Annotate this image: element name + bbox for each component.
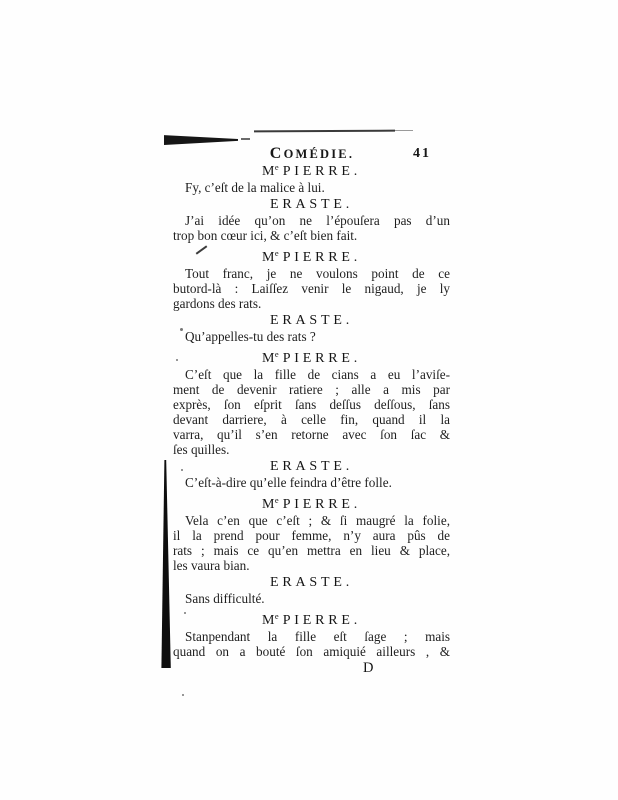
speaker-abbr: Me	[261, 495, 279, 512]
dialogue-line: Fy, c’eſt de la malice à lui.	[185, 180, 325, 195]
gutter-shadow-bar	[161, 460, 171, 668]
speaker-heading	[173, 492, 450, 513]
speaker-heading	[173, 608, 450, 629]
dialogue-line: quand on a bouté ſon amiquié ailleurs , &	[173, 644, 450, 659]
speaker-heading	[173, 346, 450, 367]
running-head: COMÉDIE.	[269, 145, 355, 162]
dialogue-line: ment de devenir ratiere ; alle a mis par	[173, 382, 450, 397]
speaker-abbr-superscript: e	[274, 248, 279, 258]
speaker-name: ERASTE.	[270, 575, 353, 590]
speaker-heading	[173, 575, 450, 591]
speaker-abbr: Me	[261, 349, 279, 366]
speaker-abbr-superscript: e	[274, 611, 279, 621]
top-rule-line	[254, 130, 395, 133]
ink-speck	[182, 694, 184, 696]
speaker-abbr: Me	[261, 162, 279, 179]
speaker-heading	[173, 459, 450, 475]
dialogue-line: rats ; mais ce qu’en mettra en lieu & place,	[173, 543, 450, 558]
speaker-name: PIERRE.	[282, 250, 362, 265]
top-rule-wedge	[164, 133, 238, 145]
top-rule-dash	[241, 138, 250, 140]
page-number: 41	[413, 146, 431, 161]
dialogue	[173, 157, 450, 676]
dialogue-line: exprès, ſon eſprit ſans deſſus deſſous, ſans	[173, 397, 450, 412]
dialogue-line: butord-là : Laiſſez venir le nigaud, je ly	[173, 281, 450, 296]
speaker-name: PIERRE.	[282, 351, 362, 366]
dialogue-line: C’eſt que la fille de cians a eu l’aviſe-	[185, 367, 450, 382]
speaker-name: PIERRE.	[282, 613, 362, 628]
dialogue-line: C’eſt-à-dire qu’elle feindra d’être folle.	[185, 475, 392, 490]
dialogue-line: trop bon cœur ici, & c’eſt bien fait.	[173, 228, 358, 243]
speaker-name: PIERRE.	[282, 164, 362, 179]
dialogue-line: Stanpendant la fille eſt ſage ; mais	[185, 629, 450, 644]
dialogue-line: Qu’appelles-tu des rats ?	[185, 329, 316, 344]
dialogue-line: varra, qu’il s’en retorne avec ſon ſac &	[173, 427, 450, 442]
speaker-abbr: Me	[261, 611, 279, 628]
dialogue-line: J’ai idée qu’on ne l’épouſera pas d’un	[185, 213, 450, 228]
dialogue-line: gardons des rats.	[173, 296, 262, 311]
speaker-abbr: Me	[261, 248, 279, 265]
signature-mark: D	[363, 660, 374, 676]
dialogue-line: Sans difficulté.	[185, 591, 265, 606]
dialogue-line: devant darriere, à celle fin, quand il la	[173, 412, 450, 427]
dialogue-line: les vaura bian.	[173, 558, 250, 573]
dialogue-line: Tout franc, je ne voulons point de ce	[185, 266, 450, 281]
dialogue-line: il la prend pour femme, n’y aura pûs de	[173, 528, 450, 543]
speaker-abbr-superscript: e	[274, 349, 279, 359]
speaker-name: ERASTE.	[270, 197, 353, 212]
speaker-name: PIERRE.	[282, 497, 362, 512]
speaker-name: ERASTE.	[270, 459, 353, 474]
speaker-name: ERASTE.	[270, 313, 353, 328]
speaker-heading	[173, 245, 450, 266]
dialogue-line: ſes quilles.	[173, 442, 230, 457]
top-rule-line-faint	[395, 130, 413, 131]
speaker-abbr-superscript: e	[274, 162, 279, 172]
speaker-heading	[173, 313, 450, 329]
dialogue-line: Vela c’en que c’eſt ; & ſi maugré la folie,	[185, 513, 450, 528]
speaker-heading	[173, 159, 450, 180]
speaker-abbr-superscript: e	[274, 495, 279, 505]
speaker-heading	[173, 197, 450, 213]
